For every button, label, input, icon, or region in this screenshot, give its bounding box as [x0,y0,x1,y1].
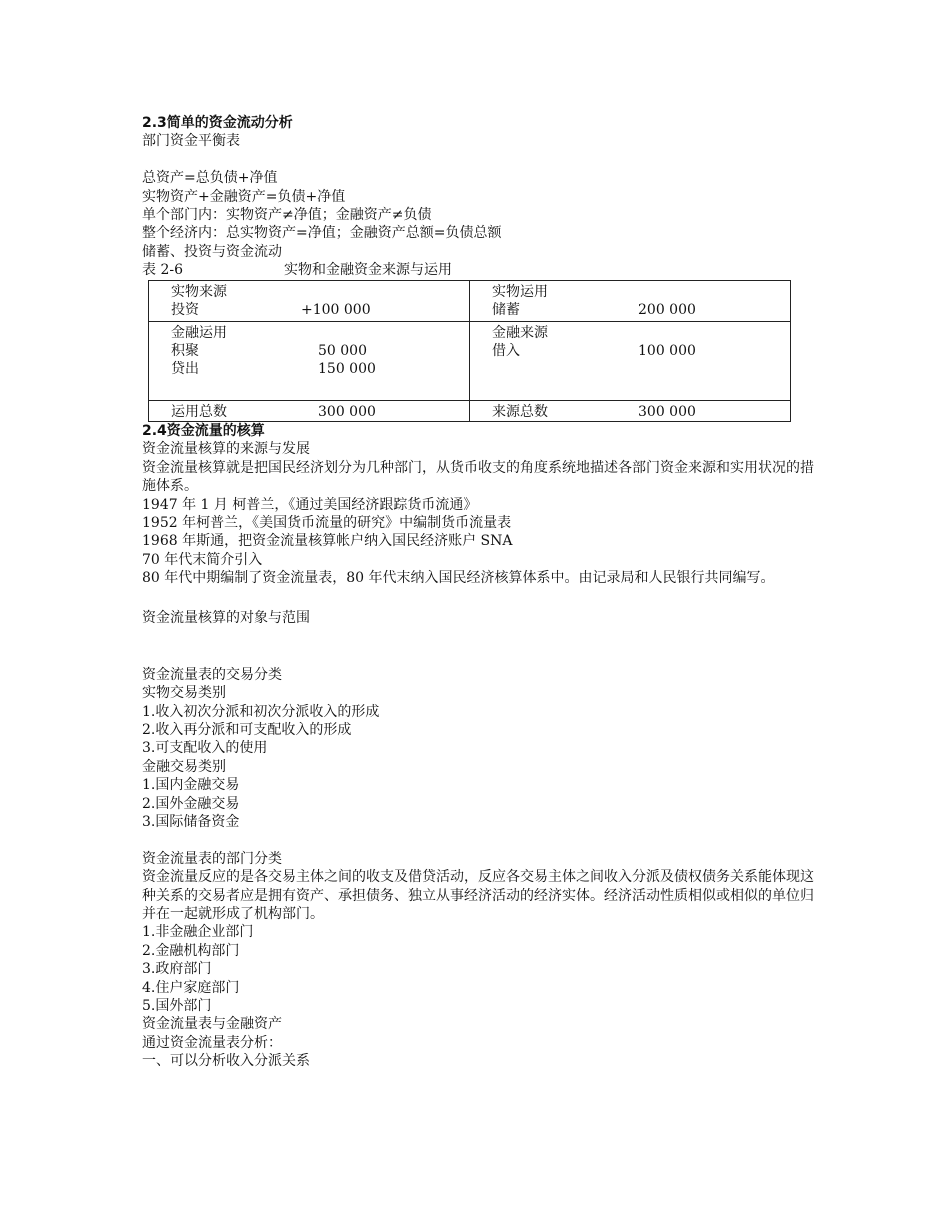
list-item: 5.国外部门 [142,997,212,1014]
table-cell [470,321,791,400]
list-item: 1.国内金融交易 [142,777,240,794]
section-heading: 2.3简单的资金流动分析 [142,115,293,131]
blank-space [142,628,822,666]
table-caption-label: 表 2-6 [142,262,183,279]
cell-value: 300 000 [318,403,376,420]
topic-line: 储蓄、投资与资金流动 [142,243,282,260]
blank-space [142,587,822,609]
funds-table [148,280,791,422]
equation-line: 总资产=总负债+净值 [142,170,278,187]
cell-entry [171,301,469,319]
cell-item: 投资 [171,301,199,318]
equation-line: 整个经济内：总实物资产=净值；金融资产总额=负债总额 [142,225,502,242]
section-heading: 2.4资金流量的核算 [142,422,265,439]
history-line: 1947 年 1 月 柯普兰，《通过美国经济跟踪货币流通》 [142,496,478,513]
list-item: 4.住户家庭部门 [142,979,240,996]
table-cell [149,280,470,321]
cell-value: 50 000 [318,342,367,359]
cell-entry [171,342,469,360]
subsection-title: 通过资金流量表分析： [142,1034,282,1051]
cell-value: 150 000 [318,361,376,378]
list-item: 2.国外金融交易 [142,795,240,812]
blank-line [142,151,822,169]
cell-entry [492,403,790,421]
list-item: 2.金融机构部门 [142,942,240,959]
cell-entry [171,403,469,421]
cell-value: 300 000 [638,403,696,420]
cell-value: +100 000 [301,301,371,318]
cell-entry [492,342,790,360]
subsection-title: 资金流量表的交易分类 [142,666,282,683]
blank-line [142,831,822,849]
table-cell [470,280,791,321]
equation-line: 单个部门内：实物资产≠净值；金融资产≠负债 [142,206,432,223]
category-title: 金融交易类别 [142,758,226,775]
table-row [149,321,791,400]
list-item: 2.收入再分派和可支配收入的形成 [142,722,352,739]
list-item: 一、可以分析收入分派关系 [142,1053,310,1070]
table-caption [142,261,822,279]
table-cell [149,400,470,421]
document-page [142,114,822,1071]
list-item: 3.国际储备资金 [142,813,240,830]
cell-item: 贷出 [171,361,199,378]
list-item: 3.政府部门 [142,961,212,978]
subsection-title: 资金流量表与金融资产 [142,1016,282,1033]
paragraph: 80 年代中期编制了资金流量表，80 年代末纳入国民经济核算体系中。由记录局和人民银行共同编写。 [142,570,775,587]
history-line: 70 年代末简介引入 [142,551,263,568]
cell-header: 金融来源 [492,324,548,341]
subsection-title: 资金流量核算的对象与范围 [142,610,310,627]
subsection-title: 资金流量核算的来源与发展 [142,441,310,458]
cell-header: 实物来源 [171,283,227,300]
cell-item: 借入 [492,342,520,359]
category-title: 实物交易类别 [142,685,226,702]
table-row [149,280,791,321]
cell-header: 实物运用 [492,283,548,300]
table-cell [470,400,791,421]
paragraph: 资金流量核算就是把国民经济划分为几种部门，从货币收支的角度系统地描述各部门资金来源和实用状况的措施体系。 [142,459,814,495]
history-line: 1952 年柯普兰，《美国货币流量的研究》中编制货币流量表 [142,514,512,531]
paragraph: 资金流量反应的是各交易主体之间的收支及借贷活动，反应各交易主体之间收入分派及债权债务关系能体现这种关系的交易者应是拥有资产、承担债务、独立从事经济活动的经济实体。经济活动性质相似或相似的单位归并在一起就形成了机构部门。 [142,869,814,922]
cell-item: 储蓄 [492,301,520,318]
section-subtitle: 部门资金平衡表 [142,133,240,150]
cell-entry [492,301,790,319]
list-item: 1.非金融企业部门 [142,924,254,941]
cell-item: 来源总数 [492,403,548,420]
subsection-title: 资金流量表的部门分类 [142,850,282,867]
cell-entry [171,360,469,378]
table-row [149,400,791,421]
cell-value: 200 000 [638,301,696,318]
cell-value: 100 000 [638,342,696,359]
table-caption-title: 实物和金融资金来源与运用 [284,262,452,279]
cell-header: 金融运用 [171,324,227,341]
list-item: 3.可支配收入的使用 [142,740,268,757]
table-cell [149,321,470,400]
cell-item: 运用总数 [171,403,227,420]
cell-item: 积聚 [171,342,199,359]
history-line: 1968 年斯通，把资金流量核算帐户纳入国民经济账户 SNA [142,533,513,550]
equation-line: 实物资产+金融资产=负债+净值 [142,188,346,205]
list-item: 1.收入初次分派和初次分派收入的形成 [142,703,380,720]
